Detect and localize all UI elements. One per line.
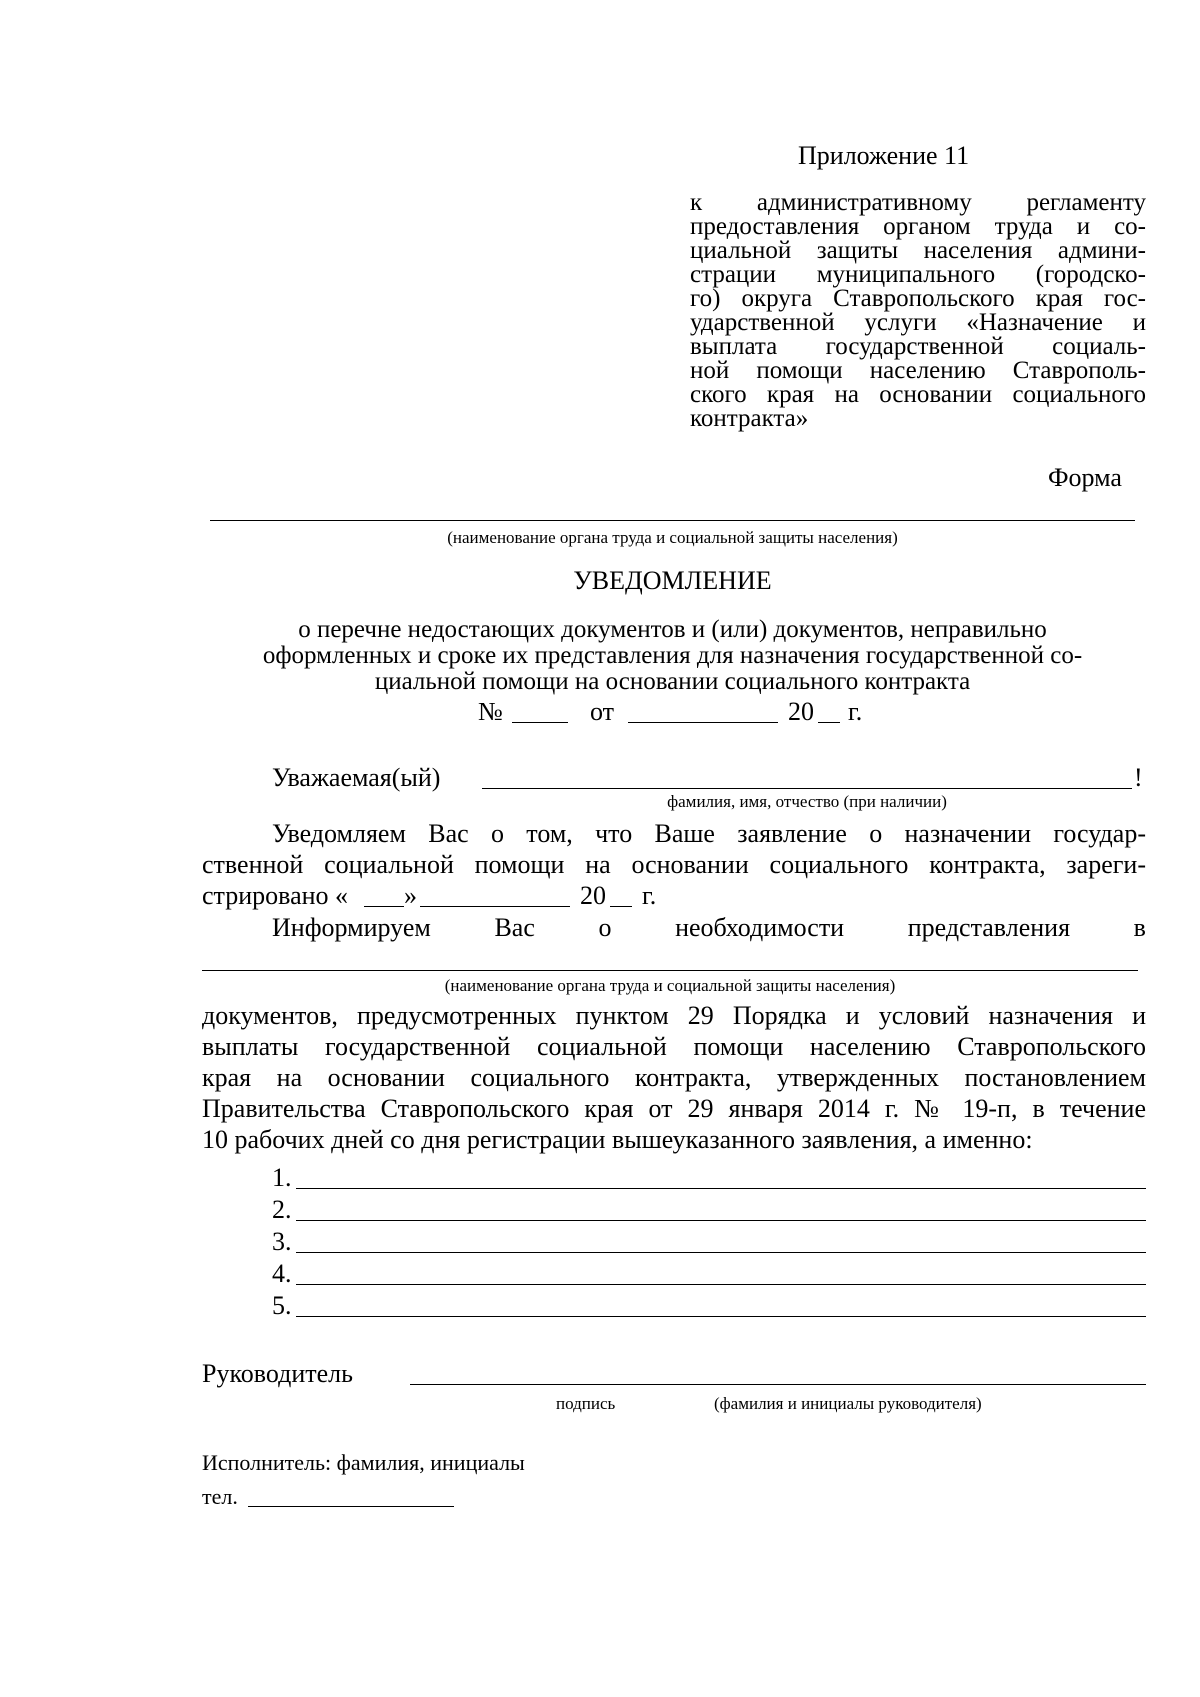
greeting-label: Уважаемая(ый) bbox=[272, 763, 441, 792]
form-label: Форма bbox=[1048, 463, 1122, 492]
list-number: 2. bbox=[272, 1195, 292, 1224]
registered-year-suffix: г. bbox=[642, 881, 657, 910]
inform-word: представления bbox=[907, 913, 1071, 942]
list-item-field[interactable] bbox=[296, 1316, 1146, 1317]
appendix-line: выплата государственной социаль- bbox=[690, 333, 1146, 360]
list-number: 5. bbox=[272, 1291, 292, 1320]
appendix-line: го) округа Ставропольского края гос- bbox=[690, 285, 1146, 312]
paragraph-2 bbox=[202, 1000, 1146, 1155]
inform-word: Информируем bbox=[272, 913, 431, 942]
list-number: 3. bbox=[272, 1227, 292, 1256]
subtitle-line: о перечне недостающих документов и (или) документов, неправильно bbox=[298, 616, 1047, 643]
list-item-field[interactable] bbox=[296, 1188, 1146, 1189]
appendix-line: страции муниципального (городско- bbox=[690, 261, 1146, 288]
list-number: 1. bbox=[272, 1163, 292, 1192]
paragraph-line: Правительства Ставропольского края от 29 января 2014 г. № 19-п, в течение bbox=[202, 1094, 1146, 1123]
appendix-line: контракта» bbox=[690, 405, 809, 432]
notice-subtitle bbox=[200, 615, 1145, 697]
paragraph-line: Уведомляем Вас о том, что Ваше заявление о назначении государ- bbox=[272, 819, 1146, 848]
recipient-name-field[interactable] bbox=[482, 788, 1132, 789]
year-prefix: 20 bbox=[788, 697, 814, 726]
from-label: от bbox=[590, 697, 615, 726]
registered-month-field[interactable] bbox=[420, 906, 570, 907]
inform-word: о bbox=[598, 913, 612, 942]
paragraph-1 bbox=[202, 818, 1146, 880]
number-field[interactable] bbox=[512, 722, 568, 723]
phone-label: тел. bbox=[202, 1484, 238, 1509]
organ-caption: (наименование органа труда и социальной защиты населения) bbox=[447, 528, 898, 547]
inform-word: Вас bbox=[494, 913, 535, 942]
appendix-line: циальной защиты населения админи- bbox=[690, 237, 1146, 264]
paragraph-line: края на основании социального контракта, утвержденных постановлением bbox=[202, 1063, 1146, 1092]
organ-name-line-2[interactable] bbox=[202, 970, 1138, 971]
inform-line bbox=[272, 912, 1146, 943]
subtitle-line: циальной помощи на основании социального контракта bbox=[374, 668, 971, 695]
signature-label: Руководитель bbox=[202, 1359, 353, 1388]
organ-name-line[interactable] bbox=[210, 520, 1135, 521]
registered-quote: » bbox=[404, 881, 417, 910]
inform-word: в bbox=[1133, 913, 1146, 942]
inform-word: необходимости bbox=[675, 913, 845, 942]
recipient-caption: фамилия, имя, отчество (при наличии) bbox=[667, 792, 947, 811]
paragraph-line: документов, предусмотренных пунктом 29 Порядка и условий назначения и bbox=[202, 1001, 1146, 1030]
list-item-field[interactable] bbox=[296, 1252, 1146, 1253]
organ-caption-2: (наименование органа труда и социальной защиты населения) bbox=[444, 976, 896, 995]
appendix-text bbox=[690, 188, 1146, 434]
list-item-field[interactable] bbox=[296, 1220, 1146, 1221]
executor-label: Исполнитель: фамилия, инициалы bbox=[202, 1450, 525, 1475]
date-field[interactable] bbox=[628, 722, 778, 723]
notice-title: УВЕДОМЛЕНИЕ bbox=[573, 566, 772, 595]
list-number: 4. bbox=[272, 1259, 292, 1288]
signature-caption: подпись bbox=[556, 1394, 616, 1413]
paragraph-line: выплаты государственной социальной помощи населению Ставропольского bbox=[202, 1032, 1146, 1061]
year-field[interactable] bbox=[818, 722, 840, 723]
signature-field[interactable] bbox=[410, 1384, 1146, 1385]
year-suffix: г. bbox=[848, 697, 863, 726]
appendix-line: к административному регламенту bbox=[690, 189, 1146, 216]
appendix-title: Приложение 11 bbox=[798, 141, 970, 170]
subtitle-line: оформленных и сроке их представления для назначения государственной со- bbox=[262, 642, 1083, 669]
list-item-field[interactable] bbox=[296, 1284, 1146, 1285]
phone-field[interactable] bbox=[248, 1506, 454, 1507]
registered-day-field[interactable] bbox=[364, 906, 404, 907]
signature-name-caption: (фамилия и инициалы руководителя) bbox=[714, 1394, 982, 1413]
appendix-line: предоставления органом труда и со- bbox=[690, 213, 1146, 240]
registered-prefix: стрировано « bbox=[202, 881, 349, 910]
greeting-exclaim: ! bbox=[1134, 763, 1143, 792]
paragraph-line: ственной социальной помощи на основании социального контракта, зареги- bbox=[202, 850, 1146, 879]
appendix-line: ского края на основании социального bbox=[690, 381, 1146, 408]
appendix-line: ной помощи населению Ставрополь- bbox=[690, 357, 1146, 384]
registered-year-field[interactable] bbox=[610, 906, 632, 907]
appendix-line: ударственной услуги «Назначение и bbox=[690, 309, 1146, 336]
registered-year-prefix: 20 bbox=[580, 881, 606, 910]
paragraph-line: 10 рабочих дней со дня регистрации вышеуказанного заявления, а именно: bbox=[202, 1125, 1033, 1154]
number-sign: № bbox=[478, 697, 503, 726]
